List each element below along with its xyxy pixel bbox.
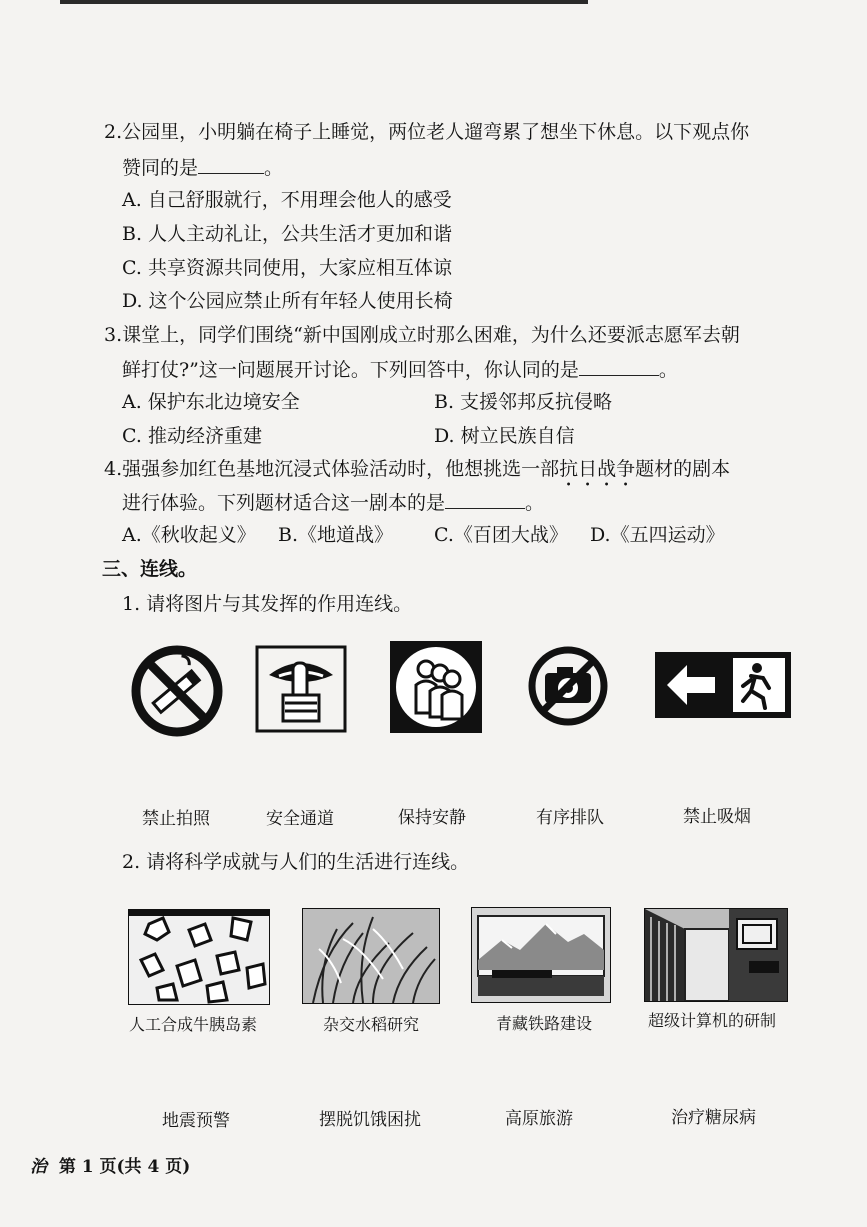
q2-option-b: B. 人人主动礼让，公共生活才更加和谐 bbox=[122, 223, 453, 245]
photo-caption-1: 人工合成牛胰岛素 bbox=[129, 1015, 258, 1034]
q4-option-c: C.《百团大战》 bbox=[434, 524, 568, 546]
supercomputer-photo[interactable] bbox=[644, 908, 788, 1002]
q2-stem-line1: 2.公园里，小明躺在椅子上睡觉，两位老人遛弯累了想坐下休息。以下观点你 bbox=[104, 121, 750, 143]
match-question-1: 1. 请将图片与其发挥的作用连线。 bbox=[122, 593, 413, 615]
q4-stem-text: 进行体验。下列题材适合这一剧本的是 bbox=[122, 492, 446, 514]
caption-3: 保持安静 bbox=[398, 808, 466, 828]
effect-caption-4: 治疗糖尿病 bbox=[671, 1108, 756, 1128]
q2-option-a: A. 自己舒服就行，不用理会他人的感受 bbox=[122, 189, 452, 211]
q2-stem-end: 。 bbox=[264, 157, 284, 179]
caption-1: 禁止拍照 bbox=[142, 809, 210, 829]
q4-emphasized-text: 抗日战争 bbox=[559, 458, 636, 480]
railway-photo[interactable] bbox=[471, 907, 611, 1003]
no-smoking-icon[interactable] bbox=[131, 645, 223, 737]
q3-stem-end: 。 bbox=[658, 359, 678, 381]
q4-stem-text-a: 4.强强参加红色基地沉浸式体验活动时，他想挑选一部 bbox=[104, 458, 560, 480]
q4-stem-text-b: 题材的剧本 bbox=[635, 458, 731, 480]
effect-caption-1: 地震预警 bbox=[162, 1111, 230, 1131]
q3-option-a: A. 保护东北边境安全 bbox=[122, 391, 300, 413]
answer-blank[interactable] bbox=[445, 490, 525, 509]
q2-stem-text: 赞同的是 bbox=[122, 157, 199, 179]
photo-caption-3: 青藏铁路建设 bbox=[496, 1014, 593, 1033]
caption-2: 安全通道 bbox=[266, 809, 334, 829]
q4-stem-end: 。 bbox=[525, 492, 545, 514]
effect-caption-2: 摆脱饥饿困扰 bbox=[319, 1110, 421, 1130]
q4-option-b: B.《地道战》 bbox=[278, 524, 394, 546]
queue-icon[interactable] bbox=[390, 641, 482, 733]
page-footer bbox=[30, 1152, 190, 1177]
q3-stem-text: 鲜打仗?”这一问题展开讨论。下列回答中，你认同的是 bbox=[122, 359, 579, 381]
exit-icon[interactable] bbox=[655, 652, 791, 718]
q3-option-d: D. 树立民族自信 bbox=[434, 425, 575, 447]
silence-icon[interactable] bbox=[255, 645, 347, 733]
q4-stem-line1 bbox=[104, 457, 730, 491]
q3-option-c: C. 推动经济重建 bbox=[122, 425, 262, 447]
match-question-2: 2. 请将科学成就与人们的生活进行连线。 bbox=[122, 851, 470, 873]
effect-caption-3: 高原旅游 bbox=[505, 1109, 573, 1129]
q4-option-a: A.《秋收起义》 bbox=[122, 524, 256, 546]
answer-blank[interactable] bbox=[198, 155, 264, 174]
no-photography-icon[interactable] bbox=[527, 645, 609, 727]
q3-stem-line2 bbox=[122, 357, 678, 382]
page-number: 第 1 页(共 4 页) bbox=[58, 1157, 191, 1177]
q3-option-b: B. 支援邻邦反抗侵略 bbox=[434, 391, 613, 413]
q4-option-d: D.《五四运动》 bbox=[590, 524, 725, 546]
insulin-crystal-photo[interactable] bbox=[128, 909, 270, 1005]
q3-stem-line1: 3.课堂上，同学们围绕“新中国刚成立时那么困难，为什么还要派志愿军去朝 bbox=[104, 324, 740, 346]
photo-caption-2: 杂交水稻研究 bbox=[323, 1015, 420, 1034]
answer-blank[interactable] bbox=[579, 357, 659, 376]
top-scan-band bbox=[60, 0, 588, 4]
section-title: 三、连线。 bbox=[102, 558, 198, 580]
photo-caption-4: 超级计算机的研制 bbox=[648, 1011, 777, 1030]
q2-option-d: D. 这个公园应禁止所有年轻人使用长椅 bbox=[122, 290, 453, 312]
footer-subject: 治 bbox=[30, 1157, 47, 1177]
caption-4: 有序排队 bbox=[536, 808, 604, 828]
q4-stem-line2 bbox=[122, 490, 544, 515]
q2-stem-line2 bbox=[122, 155, 283, 180]
hybrid-rice-photo[interactable] bbox=[302, 908, 440, 1004]
q2-option-c: C. 共享资源共同使用，大家应相互体谅 bbox=[122, 257, 452, 279]
caption-5: 禁止吸烟 bbox=[683, 807, 751, 827]
